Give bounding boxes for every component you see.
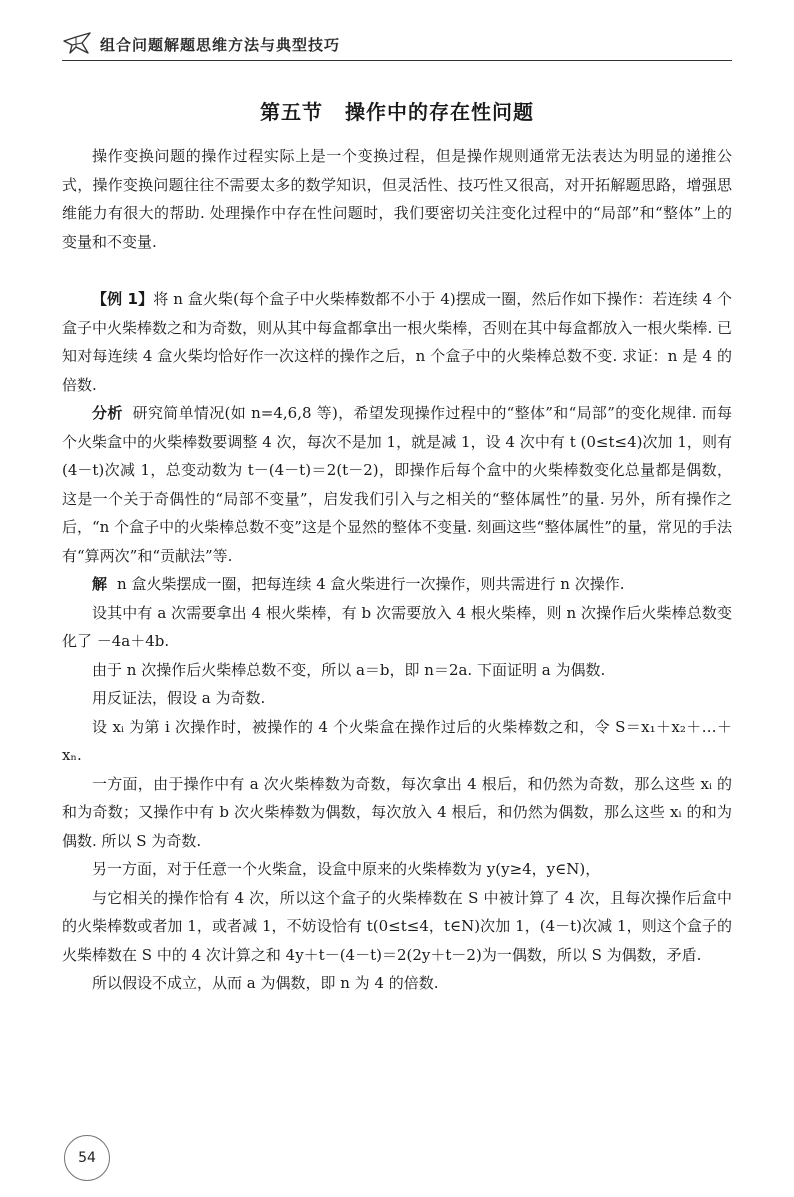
solution-text-4: 用反证法，假设 a 为奇数. — [92, 689, 266, 707]
header-rule — [62, 60, 732, 61]
solution-text-3: 由于 n 次操作后火柴棒总数不变，所以 a＝b，即 n＝2a. 下面证明 a 为偶数. — [92, 660, 606, 679]
solution-text-9: 所以假设不成立，从而 a 为偶数，即 n 为 4 的倍数. — [92, 974, 439, 992]
intro-paragraph: 操作变换问题的操作过程实际上是一个变换过程，但是操作规则通常无法表达为明显的递推公式，操作变换问题往往不需要太多的数学知识，但灵活性、技巧性又很高，对开拓解题思路，增强思维能力有很大的帮助. 处理操作中存在性问题时，我们要密切关注变化过程中的“局部”和“整体”上的变量和不变量. — [62, 147, 732, 251]
example-text: 将 n 盒火柴(每个盒子中火柴棒数都不小于 4)摆成一圈，然后作如下操作：若连续 4 个盒子中火柴棒数之和为奇数，则从其中每盒都拿出一根火柴棒，否则在其中每盒都放入一根火柴棒. 已知对每连续 4 盒火柴均恰好作一次这样的操作之后，n 个盒子中的火柴棒总数不变. 求证：n 是 4 的倍数. — [62, 290, 732, 394]
page-number: 54 — [64, 1135, 110, 1181]
analysis-paragraph — [62, 399, 732, 570]
analysis-text: 研究简单情况(如 n=4,6,8 等)，希望发现操作过程中的“整体”和“局部”的变化规律. 而每个火柴盒中的火柴棒数要调整 4 次，每次不是加 1，就是减 1，设 4 次中有 t (0≤t≤4)次加 1，则有(4－t)次减 1，总变动数为 t－(4－t)＝2(t－2)，即操作后每个盒中的火柴棒数变化总量都是偶数，这是一个关于奇偶性的“局部不变量”，启发我们引入与之相关的“整体属性”的量. 另外，所有操作之后，“n 个盒子中的火柴棒总数不变”这是个显然的整体不变量. 刻画这些“整体属性”的量，常见的手法有“算两次”和“贡献法”等. — [62, 404, 732, 565]
solution-text-1: n 盒火柴摆成一圈，把每连续 4 盒火柴进行一次操作，则共需进行 n 次操作. — [117, 575, 625, 593]
solution-label: 解 — [92, 575, 108, 593]
example-label: 【例 1】 — [92, 290, 154, 308]
section-number: 第五节 — [260, 100, 323, 124]
solution-text-8: 与它相关的操作恰有 4 次，所以这个盒子的火柴棒数在 S 中被计算了 4 次，且每次操作后盒中的火柴棒数或者加 1，或者减 1，不妨设恰有 t(0≤t≤4，t∈N)次加 1，(4－t)次减 1，则这个盒子的火柴棒数在 S 中的 4 次计算之和 4y＋t－(4－t)＝2(2y＋t－2)为一偶数，所以 S 为偶数，矛盾. — [62, 888, 732, 964]
solution-text-6: 一方面，由于操作中有 a 次火柴棒数为奇数，每次拿出 4 根后，和仍然为奇数，那么这些 xᵢ 的和为奇数；又操作中有 b 次火柴棒数为偶数，每次放入 4 根后，和仍然为偶数，那么这些 xᵢ 的和为偶数. 所以 S 为奇数. — [62, 774, 732, 850]
section-heading: 操作中的存在性问题 — [345, 100, 534, 124]
origami-bird-icon — [62, 31, 92, 57]
section-title — [0, 96, 794, 125]
example-paragraph — [62, 285, 732, 399]
running-header — [62, 28, 340, 60]
book-title: 组合问题解题思维方法与典型技巧 — [100, 35, 341, 54]
solution-text-5: 设 xᵢ 为第 i 次操作时，被操作的 4 个火柴盒在操作过后的火柴棒数之和，令 S＝x₁＋x₂＋…＋xₙ. — [62, 717, 732, 764]
solution-text-2: 设其中有 a 次需要拿出 4 根火柴棒，有 b 次需要放入 4 根火柴棒，则 n 次操作后火柴棒总数变化了 －4a＋4b. — [62, 603, 732, 650]
page-body — [62, 142, 732, 998]
analysis-label: 分析 — [92, 404, 123, 422]
solution-text-7: 另一方面，对于任意一个火柴盒，设盒中原来的火柴棒数为 y(y≥4，y∈N)， — [92, 860, 601, 878]
solution-paragraph — [62, 570, 732, 599]
